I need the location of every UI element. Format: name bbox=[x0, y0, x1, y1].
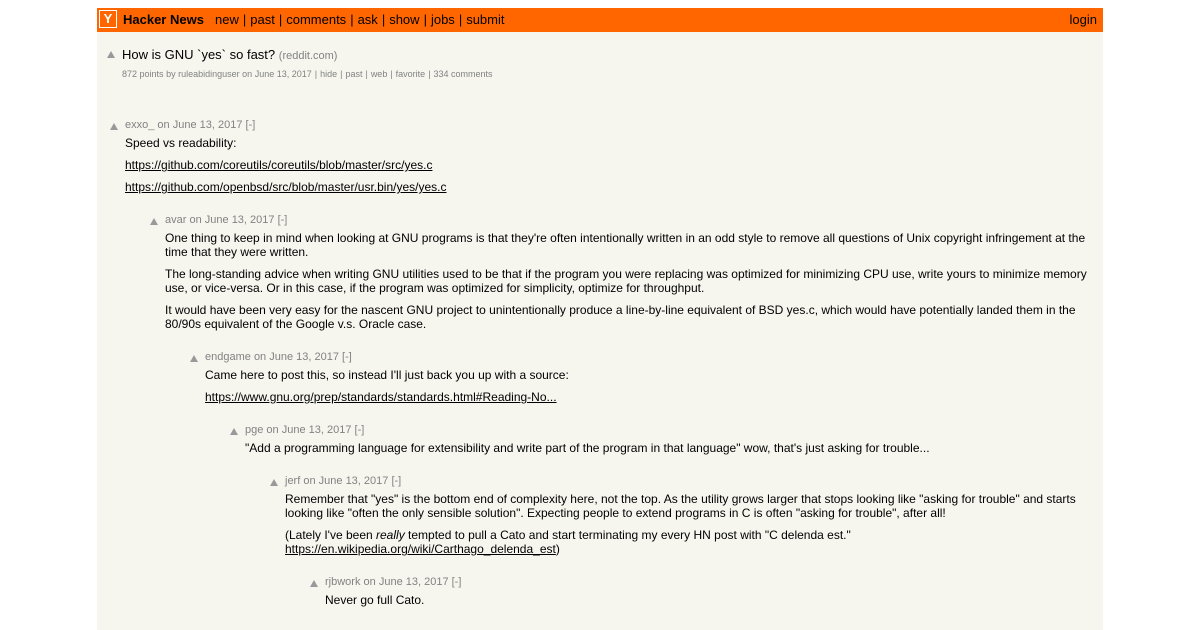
comment-on: on bbox=[266, 424, 279, 436]
comment-link-anchor[interactable]: https://www.gnu.org/prep/standards/standards.html#Reading-No... bbox=[205, 390, 557, 404]
story-comments-link[interactable]: 334 comments bbox=[433, 69, 493, 79]
comment-on: on bbox=[363, 576, 376, 588]
nav-past[interactable]: past bbox=[250, 12, 275, 27]
site-name-link[interactable]: Hacker News bbox=[123, 12, 204, 27]
comment-upvote-icon[interactable] bbox=[110, 123, 118, 130]
comment-text: "Add a programming language for extensibility and write part of the program in that language" wow, that's just asking for trouble... bbox=[245, 441, 930, 455]
comment-link bbox=[205, 390, 557, 404]
comment-text: It would have been very easy for the nascent GNU project to unintentionally produce a line-by-line equivalent of BSD yes.c, which would have potentially landed them in the 80/90s equivalent of the Google v.s. Oracle case. bbox=[165, 303, 1076, 331]
comment-on: on bbox=[189, 214, 202, 226]
comment-date[interactable]: June 13, 2017 bbox=[318, 475, 389, 487]
story-by: by bbox=[166, 69, 176, 79]
comment-text: One thing to keep in mind when looking at GNU programs is that they're often intentionally written in an odd style to remove all questions of Unix copyright infringement at the time that they were written. bbox=[165, 231, 1086, 259]
nav-comments[interactable]: comments bbox=[286, 12, 347, 27]
comment-upvote-icon[interactable] bbox=[270, 479, 278, 486]
comment-header bbox=[325, 576, 461, 589]
comment-collapse-toggle[interactable]: [-] bbox=[277, 214, 288, 226]
nav-separator: | bbox=[381, 12, 386, 27]
comment-date[interactable]: June 13, 2017 bbox=[378, 576, 449, 588]
story-subtext bbox=[122, 68, 493, 80]
comment-user[interactable]: exxo_ bbox=[125, 119, 155, 131]
story-web-link[interactable]: web bbox=[370, 69, 388, 79]
header-bar bbox=[97, 8, 1103, 32]
comment-text: The long-standing advice when writing GNU utilities used to be that if the program you were replacing was optimized for minimizing CPU use, write yours to minimize memory use, or vice-versa. Or in this case, if the program was optimized for simplicity, optimize for throughput. bbox=[165, 267, 1087, 295]
comment-text: Remember that "yes" is the bottom end of complexity here, not the top. As the utility grows larger that stops looking like "asking for trouble" and starts looking like "often the only sensible solution". Expecting people to extend programs in C is often "asking for trouble", after all! bbox=[285, 492, 1076, 520]
comment-user[interactable]: jerf bbox=[285, 475, 301, 487]
story-site[interactable]: (reddit.com) bbox=[278, 50, 338, 62]
comment-upvote-icon[interactable] bbox=[310, 580, 318, 587]
comment-user[interactable]: avar bbox=[165, 214, 187, 226]
comment-user[interactable]: pge bbox=[245, 424, 264, 436]
comment-user[interactable]: endgame bbox=[205, 351, 251, 363]
comment-header bbox=[285, 475, 401, 488]
comment-upvote-icon[interactable] bbox=[230, 428, 238, 435]
comment-user[interactable]: rjbwork bbox=[325, 576, 361, 588]
comment-text-part: tempted to pull a Cato and start terminating my every HN post with "C delenda est." bbox=[404, 528, 851, 542]
subtext-separator: | bbox=[365, 69, 368, 79]
comment-collapse-toggle[interactable]: [-] bbox=[451, 576, 462, 588]
comment-emphasis: really bbox=[376, 528, 405, 542]
comment-link-anchor[interactable]: https://github.com/openbsd/src/blob/master/usr.bin/yes/yes.c bbox=[125, 180, 447, 194]
subtext-separator: | bbox=[390, 69, 393, 79]
comment-link bbox=[125, 180, 447, 194]
subtext-separator: | bbox=[314, 69, 318, 79]
story-on: on bbox=[242, 69, 253, 79]
comment-header bbox=[165, 214, 287, 227]
comment-collapse-toggle[interactable]: [-] bbox=[245, 119, 256, 131]
story-points: 872 points bbox=[122, 69, 164, 79]
story-past-link[interactable]: past bbox=[345, 69, 363, 79]
comment-text-with-link bbox=[285, 528, 1090, 556]
comment-header bbox=[245, 424, 364, 437]
comment-header bbox=[125, 119, 255, 132]
comment-link bbox=[125, 158, 432, 172]
comment-date[interactable]: June 13, 2017 bbox=[172, 119, 243, 131]
nav-new[interactable]: new bbox=[215, 12, 239, 27]
comment-date[interactable]: June 13, 2017 bbox=[269, 351, 339, 363]
nav-ask[interactable]: ask bbox=[357, 12, 378, 27]
top-nav bbox=[215, 12, 505, 27]
comment-on: on bbox=[253, 351, 267, 363]
comment-link-anchor[interactable]: https://github.com/coreutils/coreutils/blob/master/src/yes.c bbox=[125, 158, 433, 172]
comment-collapse-toggle[interactable]: [-] bbox=[342, 351, 352, 363]
y-logo-icon[interactable]: Y bbox=[99, 10, 117, 28]
comment-date[interactable]: June 13, 2017 bbox=[204, 214, 275, 226]
login-link[interactable]: login bbox=[1069, 12, 1097, 27]
nav-separator: | bbox=[423, 12, 427, 27]
comment-collapse-toggle[interactable]: [-] bbox=[391, 475, 402, 487]
subtext-separator: | bbox=[340, 69, 343, 79]
nav-jobs[interactable]: jobs bbox=[430, 12, 455, 27]
comment-text-part: (Lately I've been bbox=[285, 528, 377, 542]
comment-on: on bbox=[303, 475, 316, 487]
story-user[interactable]: ruleabidinguser bbox=[178, 69, 240, 79]
story-upvote-icon[interactable] bbox=[107, 51, 115, 58]
comment-date[interactable]: June 13, 2017 bbox=[281, 424, 352, 436]
comment-collapse-toggle[interactable]: [-] bbox=[354, 424, 365, 436]
nav-show[interactable]: show bbox=[389, 12, 420, 27]
comment-text: Never go full Cato. bbox=[325, 593, 425, 607]
story-hide-link[interactable]: hide bbox=[320, 69, 338, 79]
nav-submit[interactable]: submit bbox=[466, 12, 505, 27]
comment-upvote-icon[interactable] bbox=[190, 355, 198, 362]
nav-separator: | bbox=[242, 12, 247, 27]
comment-text: Speed vs readability: bbox=[125, 136, 237, 150]
story-favorite-link[interactable]: favorite bbox=[395, 69, 426, 79]
comment-link-anchor[interactable]: https://en.wikipedia.org/wiki/Carthago_delenda_est bbox=[285, 542, 556, 556]
comment-on: on bbox=[157, 119, 170, 131]
page bbox=[97, 8, 1103, 630]
story-title-link[interactable]: How is GNU `yes` so fast? bbox=[122, 47, 276, 62]
nav-separator: | bbox=[278, 12, 283, 27]
nav-separator: | bbox=[458, 12, 463, 27]
comment-text: Came here to post this, so instead I'll just back you up with a source: bbox=[205, 368, 569, 382]
comment-header bbox=[205, 351, 352, 364]
story-title-line bbox=[122, 47, 337, 64]
comment-text-part: ) bbox=[555, 542, 560, 556]
nav-separator: | bbox=[350, 12, 354, 27]
story-date[interactable]: June 13, 2017 bbox=[254, 69, 312, 79]
comment-upvote-icon[interactable] bbox=[150, 218, 158, 225]
subtext-separator: | bbox=[428, 69, 431, 79]
